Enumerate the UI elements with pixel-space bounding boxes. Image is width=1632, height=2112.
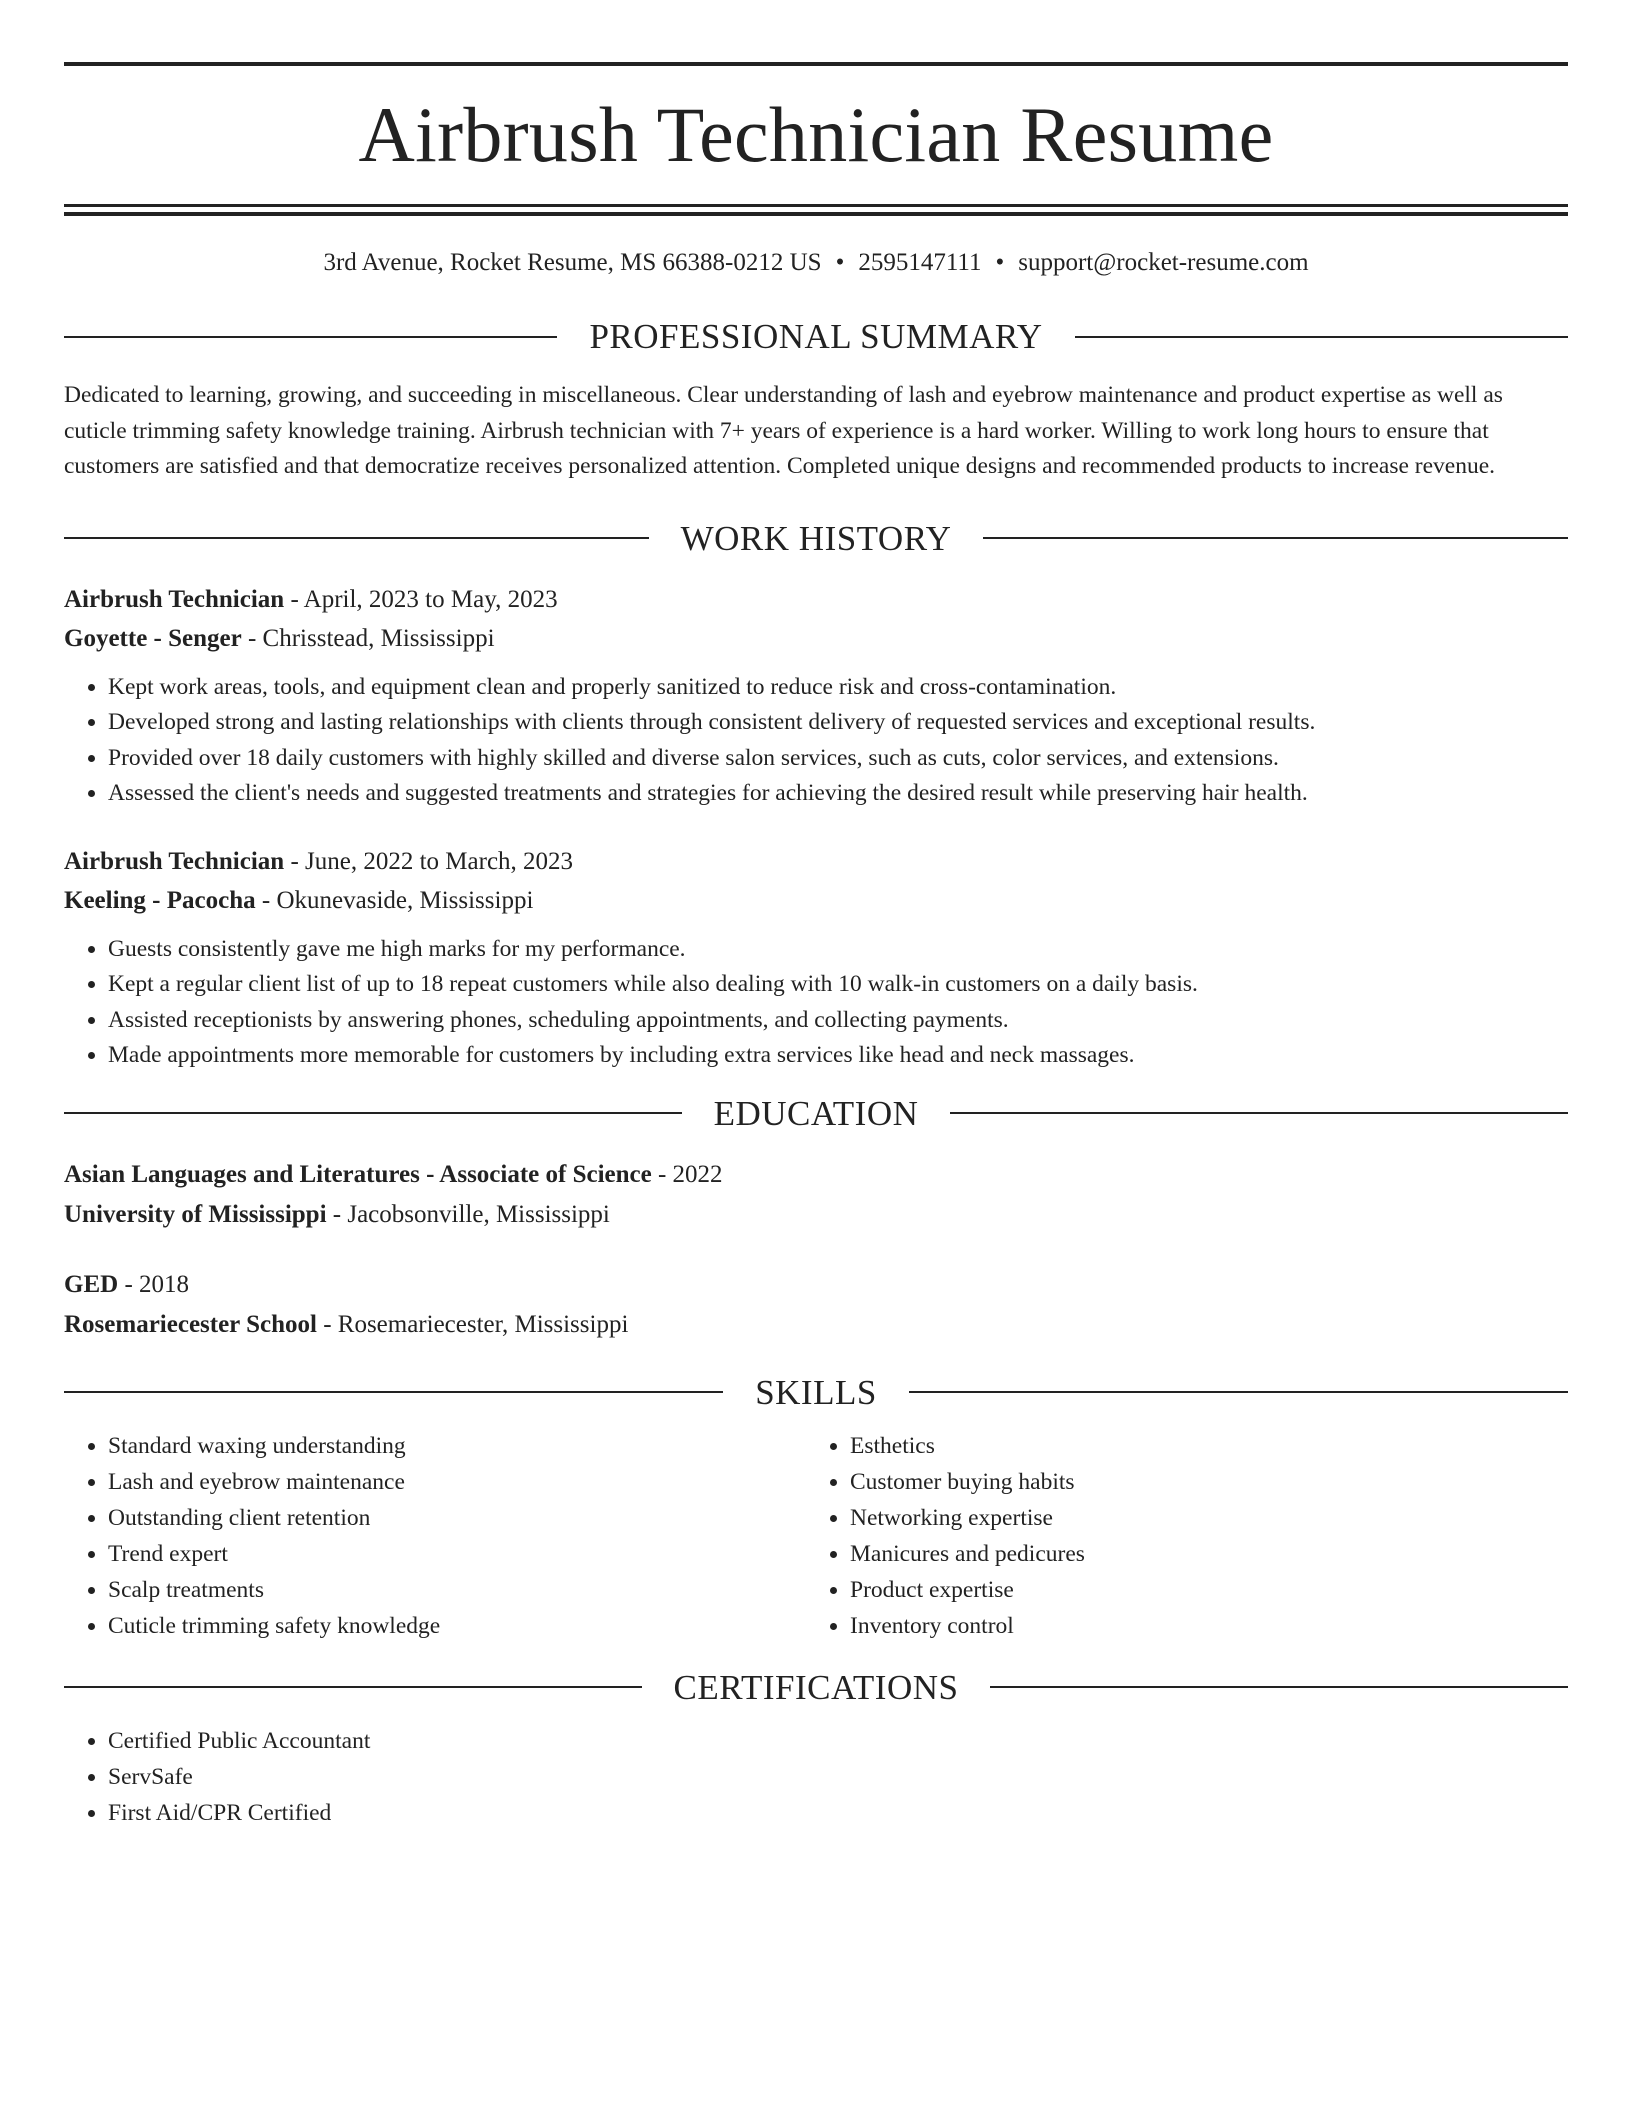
list-item: • First Aid/CPR Certified: [108, 1795, 1568, 1831]
list-item: • Trend expert: [108, 1536, 806, 1572]
skills-left-list: [64, 1428, 806, 1644]
list-item: • Guests consistently gave me high marks for my performance.: [108, 932, 1568, 968]
certifications-section-heading: [64, 1667, 1568, 1707]
school: University of Mississippi: [64, 1200, 327, 1228]
list-item: • Cuticle trimming safety knowledge: [108, 1608, 806, 1644]
skills-heading-label: SKILLS: [755, 1372, 877, 1412]
work-heading-label: WORK HISTORY: [680, 518, 952, 558]
skills-right-list: [806, 1428, 1548, 1644]
job-bullets: [64, 670, 1568, 812]
list-item: • Standard waxing understanding: [108, 1428, 806, 1464]
degree: GED: [64, 1270, 119, 1298]
job-dates: - April, 2023 to May, 2023: [284, 585, 558, 613]
education-entry: [64, 1265, 1568, 1345]
heading-rule-right: [909, 1391, 1568, 1393]
work-section-heading: [64, 518, 1568, 558]
list-item: • Esthetics: [850, 1428, 1548, 1464]
list-item: • ServSafe: [108, 1759, 1568, 1795]
list-item: • Outstanding client retention: [108, 1500, 806, 1536]
school-location: - Rosemariecester, Mississippi: [316, 1310, 629, 1338]
heading-rule-left: [64, 1391, 723, 1393]
list-item: • Provided over 18 daily customers with highly skilled and diverse salon services, such as cuts, color services, and extensions.: [108, 741, 1568, 777]
school-location: - Jacobsonville, Mississippi: [326, 1200, 610, 1228]
list-item: • Lash and eyebrow maintenance: [108, 1464, 806, 1500]
contact-address: 3rd Avenue, Rocket Resume, MS 66388-0212 US: [323, 249, 822, 276]
job-entry: [64, 580, 1568, 812]
top-rule: [64, 62, 1568, 66]
degree-year: - 2022: [651, 1160, 723, 1188]
list-item: • Developed strong and lasting relationships with clients through consistent delivery of requested services and exceptional results.: [108, 705, 1568, 741]
degree-year: - 2018: [118, 1270, 190, 1298]
heading-rule-right: [1075, 336, 1568, 338]
degree: Asian Languages and Literatures - Associate of Science: [64, 1160, 652, 1188]
job-entry: [64, 842, 1568, 1074]
certifications-list: [64, 1723, 1568, 1831]
job-title: Airbrush Technician: [64, 847, 285, 875]
contact-line: [64, 250, 1568, 275]
list-item: • Assisted receptionists by answering phones, scheduling appointments, and collecting payments.: [108, 1003, 1568, 1039]
school: Rosemariecester School: [64, 1310, 317, 1338]
heading-rule-right: [983, 537, 1568, 539]
heading-rule-right: [950, 1112, 1568, 1114]
job-company-line: [64, 881, 1568, 920]
title-double-rule: [64, 204, 1568, 216]
skills-section-heading: [64, 1372, 1568, 1412]
certifications-heading-label: CERTIFICATIONS: [673, 1667, 959, 1707]
contact-phone: 2595147111: [858, 249, 982, 276]
job-title-line: [64, 842, 1568, 881]
list-item: • Networking expertise: [850, 1500, 1548, 1536]
heading-rule-right: [990, 1686, 1568, 1688]
contact-separator: •: [835, 249, 845, 276]
summary-heading-label: PROFESSIONAL SUMMARY: [589, 317, 1043, 356]
page-title: Airbrush Technician Resume: [358, 91, 1274, 178]
education-heading-label: EDUCATION: [713, 1093, 919, 1133]
skills-columns: [64, 1428, 1568, 1644]
list-item: • Assessed the client's needs and suggested treatments and strategies for achieving the desired result while preserving hair health.: [108, 776, 1568, 812]
school-line: [64, 1305, 1568, 1345]
list-item: • Inventory control: [850, 1608, 1548, 1644]
list-item: • Made appointments more memorable for customers by including extra services like head and neck massages.: [108, 1038, 1568, 1074]
list-item: • Kept work areas, tools, and equipment clean and properly sanitized to reduce risk and cross-contamination.: [108, 670, 1568, 706]
list-item: • Manicures and pedicures: [850, 1536, 1548, 1572]
degree-line: [64, 1155, 1568, 1195]
contact-email: support@rocket-resume.com: [1018, 249, 1309, 276]
job-company-line: [64, 619, 1568, 658]
list-item: • Scalp treatments: [108, 1572, 806, 1608]
education-section-heading: [64, 1093, 1568, 1133]
job-dates: - June, 2022 to March, 2023: [284, 847, 574, 875]
job-title-line: [64, 580, 1568, 619]
list-item: • Certified Public Accountant: [108, 1723, 1568, 1759]
heading-rule-left: [64, 1112, 682, 1114]
school-line: [64, 1195, 1568, 1235]
heading-rule-left: [64, 537, 649, 539]
job-title: Airbrush Technician: [64, 585, 285, 613]
summary-text: Dedicated to learning, growing, and succeeding in miscellaneous. Clear understanding of lash and eyebrow maintenance and product expertise as well as cuticle trimming safety knowledge training. Airbrush technician with 7+ years of experience is a hard worker. Willing to work long hours to ensure that customers are satisfied and that democratize receives personalized attention. Completed unique designs and recommended products to increase revenue.: [64, 382, 1503, 479]
job-company: Goyette - Senger: [64, 624, 242, 652]
summary-section-heading: [64, 319, 1568, 354]
list-item: • Kept a regular client list of up to 18 repeat customers while also dealing with 10 walk-in customers on a daily basis.: [108, 967, 1568, 1003]
job-company: Keeling - Pacocha: [64, 886, 256, 914]
degree-line: [64, 1265, 1568, 1305]
heading-rule-left: [64, 336, 557, 338]
list-item: • Customer buying habits: [850, 1464, 1548, 1500]
contact-separator: •: [995, 249, 1005, 276]
education-entry: [64, 1155, 1568, 1235]
list-item: • Product expertise: [850, 1572, 1548, 1608]
job-bullets: [64, 932, 1568, 1074]
job-location: - Chrisstead, Mississippi: [241, 624, 495, 652]
job-location: - Okunevaside, Mississippi: [255, 886, 534, 914]
heading-rule-left: [64, 1686, 642, 1688]
